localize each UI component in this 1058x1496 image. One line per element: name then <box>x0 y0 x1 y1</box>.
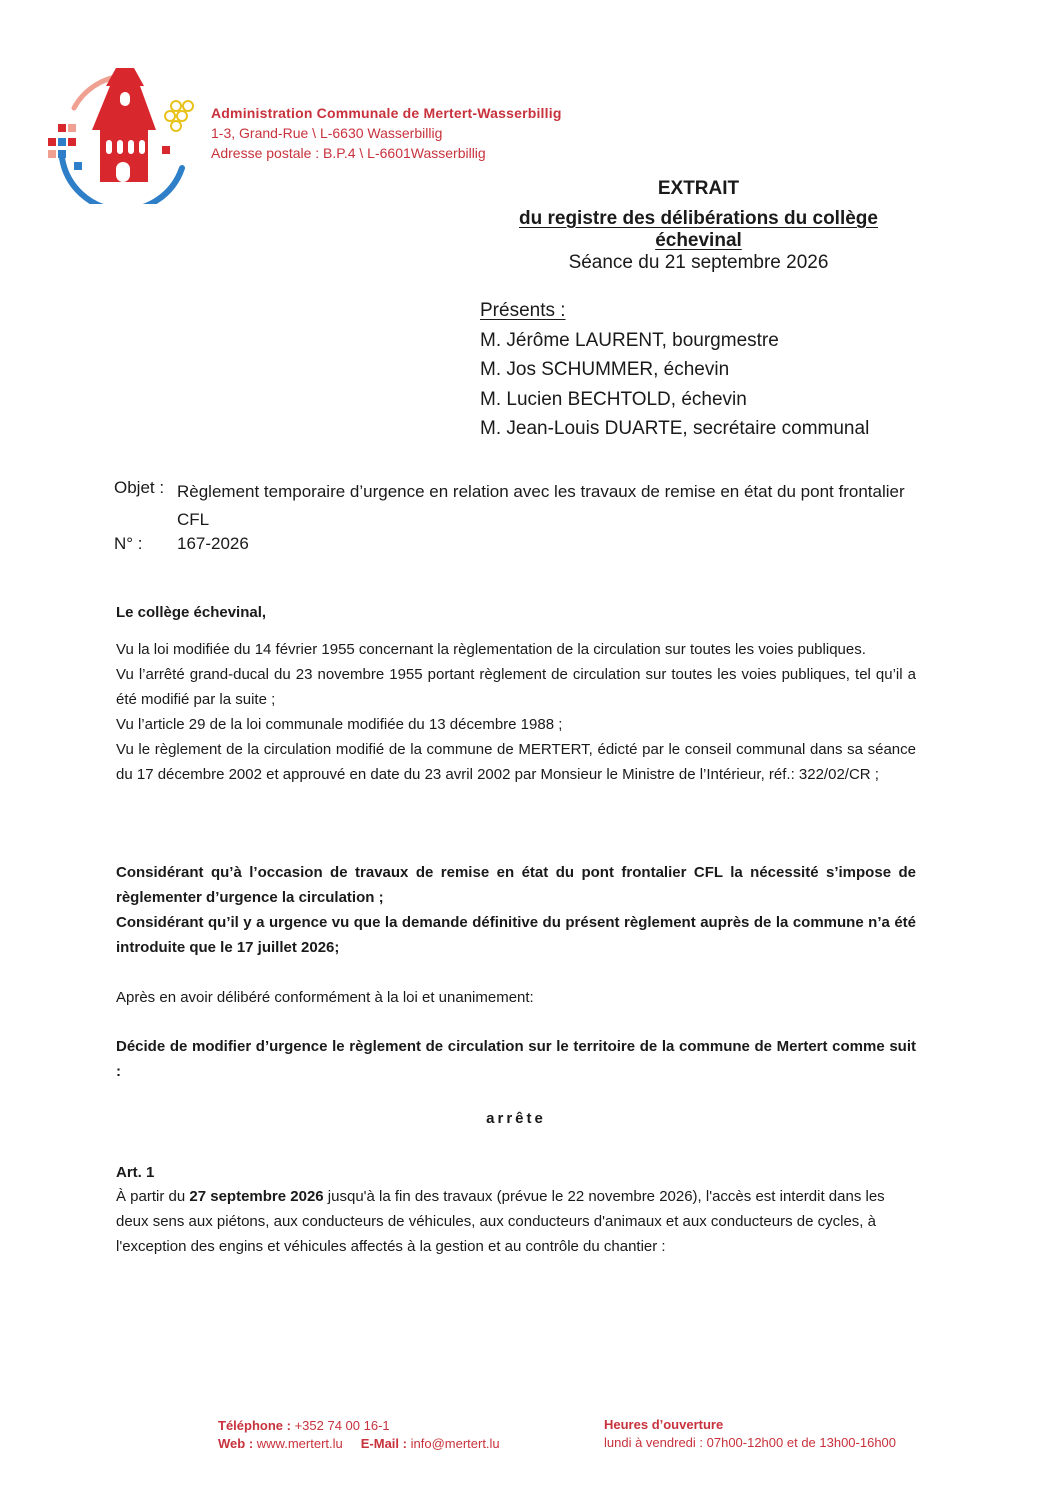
web-link[interactable]: www.mertert.lu <box>256 1436 343 1451</box>
decision-statement: Décide de modifier d’urgence le règlement de circulation sur le territoire de la commune de Mertert comme suit : <box>116 1038 916 1080</box>
attendee: M. Lucien BECHTOLD, échevin <box>480 388 747 410</box>
article-heading: Art. 1 <box>116 1164 155 1181</box>
legal-reference: Vu l’arrêté grand-ducal du 23 novembre 1955 portant règlement de circulation sur toutes les voies publiques, tel qu’il a été modifié par la suite ; <box>116 666 916 708</box>
phone-label: Téléphone : <box>218 1418 291 1433</box>
web-label: Web : <box>218 1436 254 1451</box>
considerations <box>116 860 916 960</box>
attendee: M. Jos SCHUMMER, échevin <box>480 359 730 380</box>
article-date: 27 septembre 2026 <box>189 1188 324 1205</box>
legal-reference: Vu le règlement de la circulation modifié de la commune de MERTERT, édicté par le conseil communal dans sa séance du 17 décembre 2002 et approuvé en date du 23 avril 2002 par Monsieur le Ministre de l’Intérieur, réf.: 322/02/CR ; <box>116 741 916 783</box>
footer-hours <box>604 1416 896 1452</box>
article-text-prefix: À partir du <box>116 1188 190 1205</box>
number-label: N° : <box>114 534 143 553</box>
college-heading: Le collège échevinal, <box>116 604 267 621</box>
email-link[interactable]: info@mertert.lu <box>410 1436 500 1451</box>
organization-header <box>211 103 562 163</box>
organization-address: 1-3, Grand-Rue \ L-6630 Wasserbillig <box>211 125 443 141</box>
article-text-rest: jusqu'à la fin des travaux (prévue le 22 novembre 2026), l'accès est interdit dans les deux sens aux piétons, aux conducteurs de véhicules, aux conducteurs d'animaux et aux conducteurs de cycles, à l'exception des engins et véhicules affectés à la gestion et au contrôle du chantier : <box>116 1188 885 1255</box>
legal-reference: Vu la loi modifiée du 14 février 1955 concernant la règlementation de la circulation sur toutes les voies publiques. <box>116 641 866 658</box>
deliberation-statement: Après en avoir délibéré conformément à la loi et unanimement: <box>116 989 534 1006</box>
hours-label: Heures d’ouverture <box>604 1417 724 1432</box>
organization-name: Administration Communale de Mertert-Wasserbillig <box>211 105 562 121</box>
arrete-heading: arrête <box>486 1110 546 1127</box>
subject-label: Objet : <box>114 478 165 497</box>
consideration: Considérant qu’à l’occasion de travaux de remise en état du pont frontalier CFL la nécessité s’impose de règlementer d’urgence la circulation ; <box>116 864 916 906</box>
attendees-block <box>480 296 869 444</box>
organization-postal-address: Adresse postale : B.P.4 \ L-6601Wasserbillig <box>211 145 486 161</box>
article-text <box>116 1184 916 1259</box>
phone-value: +352 74 00 16-1 <box>294 1418 390 1433</box>
attendees-heading: Présents : <box>480 300 566 321</box>
document-title: EXTRAIT <box>657 178 740 199</box>
attendee: M. Jean-Louis DUARTE, secrétaire communal <box>480 418 870 439</box>
legal-reference: Vu l’article 29 de la loi communale modifiée du 13 décembre 1988 ; <box>116 716 563 733</box>
legal-references <box>116 637 916 787</box>
number-value: 167-2026 <box>177 534 249 553</box>
consideration: Considérant qu’il y a urgence vu que la demande définitive du présent règlement auprès de la commune n’a été introduite que le 17 juillet 2026; <box>116 914 916 956</box>
commune-logo-icon <box>44 62 200 204</box>
email-label: E-Mail : <box>360 1436 407 1451</box>
subject-text: Règlement temporaire d’urgence en relation avec les travaux de remise en état du pont frontalier CFL <box>177 482 905 529</box>
attendee: M. Jérôme LAURENT, bourgmestre <box>480 329 779 351</box>
session-date: Séance du 21 septembre 2026 <box>568 252 829 273</box>
document-subtitle: du registre des délibérations du collège échevinal <box>519 208 878 251</box>
footer-contact <box>218 1417 500 1453</box>
hours-value: lundi à vendredi : 07h00-12h00 et de 13h00-16h00 <box>604 1435 897 1450</box>
